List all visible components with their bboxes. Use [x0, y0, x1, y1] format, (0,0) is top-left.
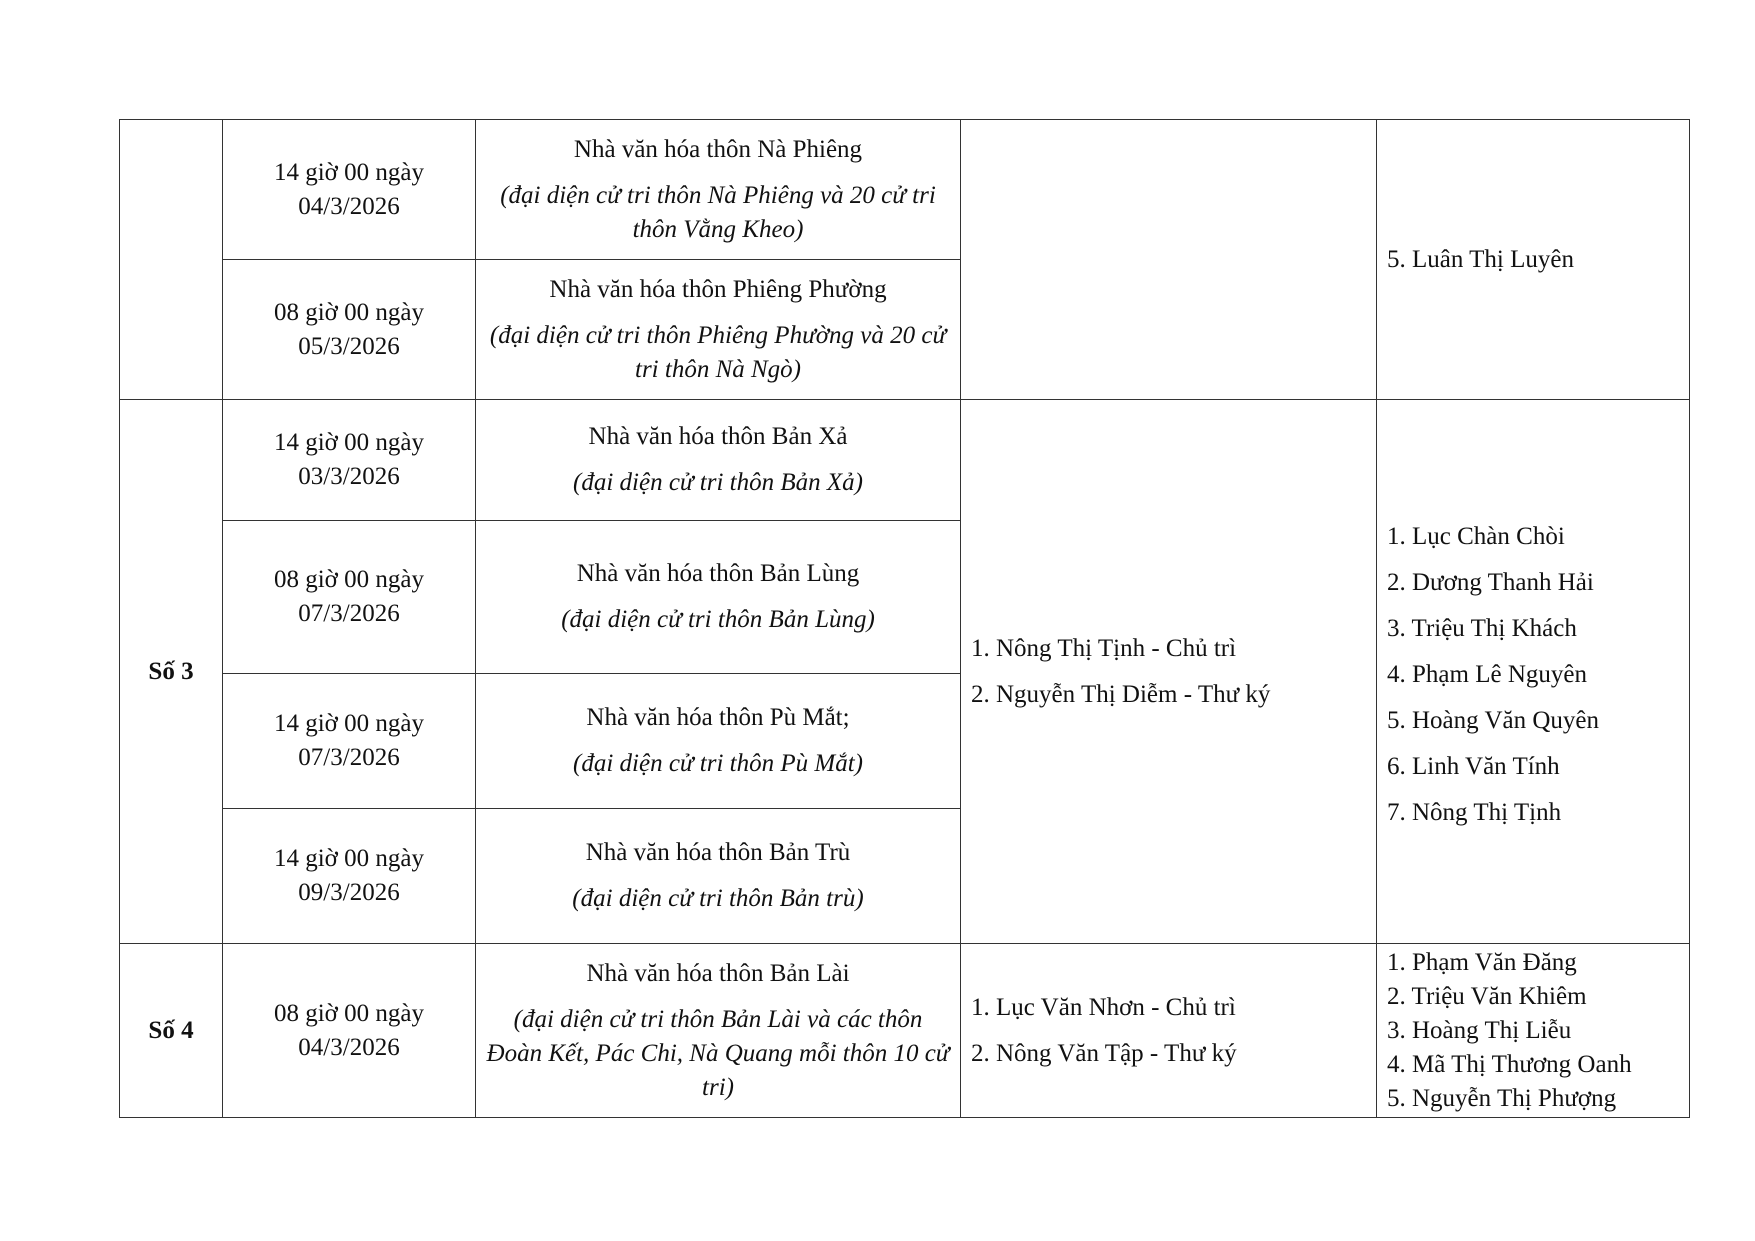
group-label: Số 4 [120, 944, 223, 1118]
leaders-cell [961, 400, 1377, 944]
time-line: 08 giờ 00 ngày [273, 298, 424, 326]
date-line: 05/3/2026 [298, 332, 400, 360]
member-item: 2. Dương Thanh Hải [1387, 568, 1594, 596]
members-list [1387, 946, 1679, 1116]
time-cell [223, 521, 476, 674]
place-name: Nhà văn hóa thôn Pù Mắt; [586, 704, 850, 731]
place-cell [476, 120, 961, 260]
place-note: (đại diện cử tri thôn Pù Mắt) [573, 750, 863, 777]
member-item: 3. Triệu Thị Khách [1387, 614, 1577, 642]
member-item: 5. Nguyễn Thị Phượng [1387, 1084, 1617, 1112]
place-note: (đại diện cử tri thôn Bản Lùng) [561, 606, 875, 633]
time-cell [223, 944, 476, 1118]
schedule-table [119, 119, 1690, 1118]
member-item: 5. Hoàng Văn Quyên [1387, 706, 1599, 734]
time-line: 08 giờ 00 ngày [273, 999, 424, 1027]
place-note: (đại diện cử tri thôn Phiêng Phường và 20 cử tri thôn Nà Ngò) [489, 321, 947, 383]
place-note: (đại diện cử tri thôn Bản trù) [572, 885, 864, 912]
table-row [120, 944, 1690, 1118]
leader-secretary: 2. Nguyễn Thị Diễm - Thư ký [971, 680, 1271, 708]
member-item: 3. Hoàng Thị Liễu [1387, 1016, 1572, 1044]
place-cell [476, 400, 961, 521]
time-line: 14 giờ 00 ngày [273, 429, 424, 456]
leader-chair: 1. Lục Văn Nhơn - Chủ trì [971, 993, 1236, 1021]
members-cell [1377, 400, 1690, 944]
member-item: 7. Nông Thị Tịnh [1387, 798, 1562, 826]
member-item: 1. Phạm Văn Đăng [1387, 948, 1577, 976]
place-note: (đại diện cử tri thôn Bản Lài và các thôn Đoàn Kết, Pác Chi, Nà Quang mỗi thôn 10 cử tri) [486, 1005, 950, 1101]
time-cell [223, 674, 476, 809]
member-item: 4. Mã Thị Thương Oanh [1387, 1050, 1632, 1078]
place-cell [476, 944, 961, 1118]
date-line: 07/3/2026 [298, 744, 400, 771]
date-line: 04/3/2026 [298, 192, 400, 220]
date-line: 07/3/2026 [298, 600, 400, 627]
members-list [1387, 514, 1679, 836]
time-line: 14 giờ 00 ngày [273, 845, 424, 872]
member-item: 4. Phạm Lê Nguyên [1387, 660, 1587, 688]
member-item: 6. Linh Văn Tính [1387, 752, 1560, 780]
time-cell [223, 400, 476, 521]
table-row [120, 120, 1690, 260]
place-note: (đại diện cử tri thôn Nà Phiêng và 20 cử tri thôn Vằng Kheo) [500, 181, 936, 243]
leaders-list [971, 985, 1366, 1077]
place-cell [476, 260, 961, 400]
group-label: Số 3 [120, 400, 223, 944]
date-line: 03/3/2026 [298, 463, 400, 490]
member-item: 5. Luân Thị Luyên [1387, 245, 1574, 273]
members-cell [1377, 944, 1690, 1118]
date-line: 09/3/2026 [298, 879, 400, 906]
place-cell [476, 521, 961, 674]
members-list [1387, 243, 1679, 277]
table-row [120, 400, 1690, 521]
place-name: Nhà văn hóa thôn Bản Trù [585, 839, 851, 866]
member-item: 1. Lục Chàn Chòi [1387, 522, 1565, 550]
leaders-cell [961, 944, 1377, 1118]
leaders-list [971, 626, 1366, 718]
time-line: 08 giờ 00 ngày [273, 566, 424, 593]
place-name: Nhà văn hóa thôn Bản Xả [588, 423, 848, 450]
place-name: Nhà văn hóa thôn Nà Phiêng [573, 135, 863, 163]
place-name: Nhà văn hóa thôn Bản Lài [586, 959, 850, 987]
leader-secretary: 2. Nông Văn Tập - Thư ký [971, 1039, 1237, 1067]
place-name: Nhà văn hóa thôn Bản Lùng [576, 560, 860, 587]
time-line: 14 giờ 00 ngày [273, 710, 424, 737]
place-cell [476, 674, 961, 809]
time-cell [223, 120, 476, 260]
members-cell [1377, 120, 1690, 400]
date-line: 04/3/2026 [298, 1033, 400, 1061]
leaders-cell-empty [961, 120, 1377, 400]
place-name: Nhà văn hóa thôn Phiêng Phường [549, 275, 887, 303]
place-cell [476, 809, 961, 944]
time-line: 14 giờ 00 ngày [273, 158, 424, 186]
time-cell [223, 260, 476, 400]
time-cell [223, 809, 476, 944]
leader-chair: 1. Nông Thị Tịnh - Chủ trì [971, 634, 1237, 662]
member-item: 2. Triệu Văn Khiêm [1387, 982, 1587, 1010]
place-note: (đại diện cử tri thôn Bản Xả) [573, 469, 863, 496]
group-cell-empty [120, 120, 223, 400]
